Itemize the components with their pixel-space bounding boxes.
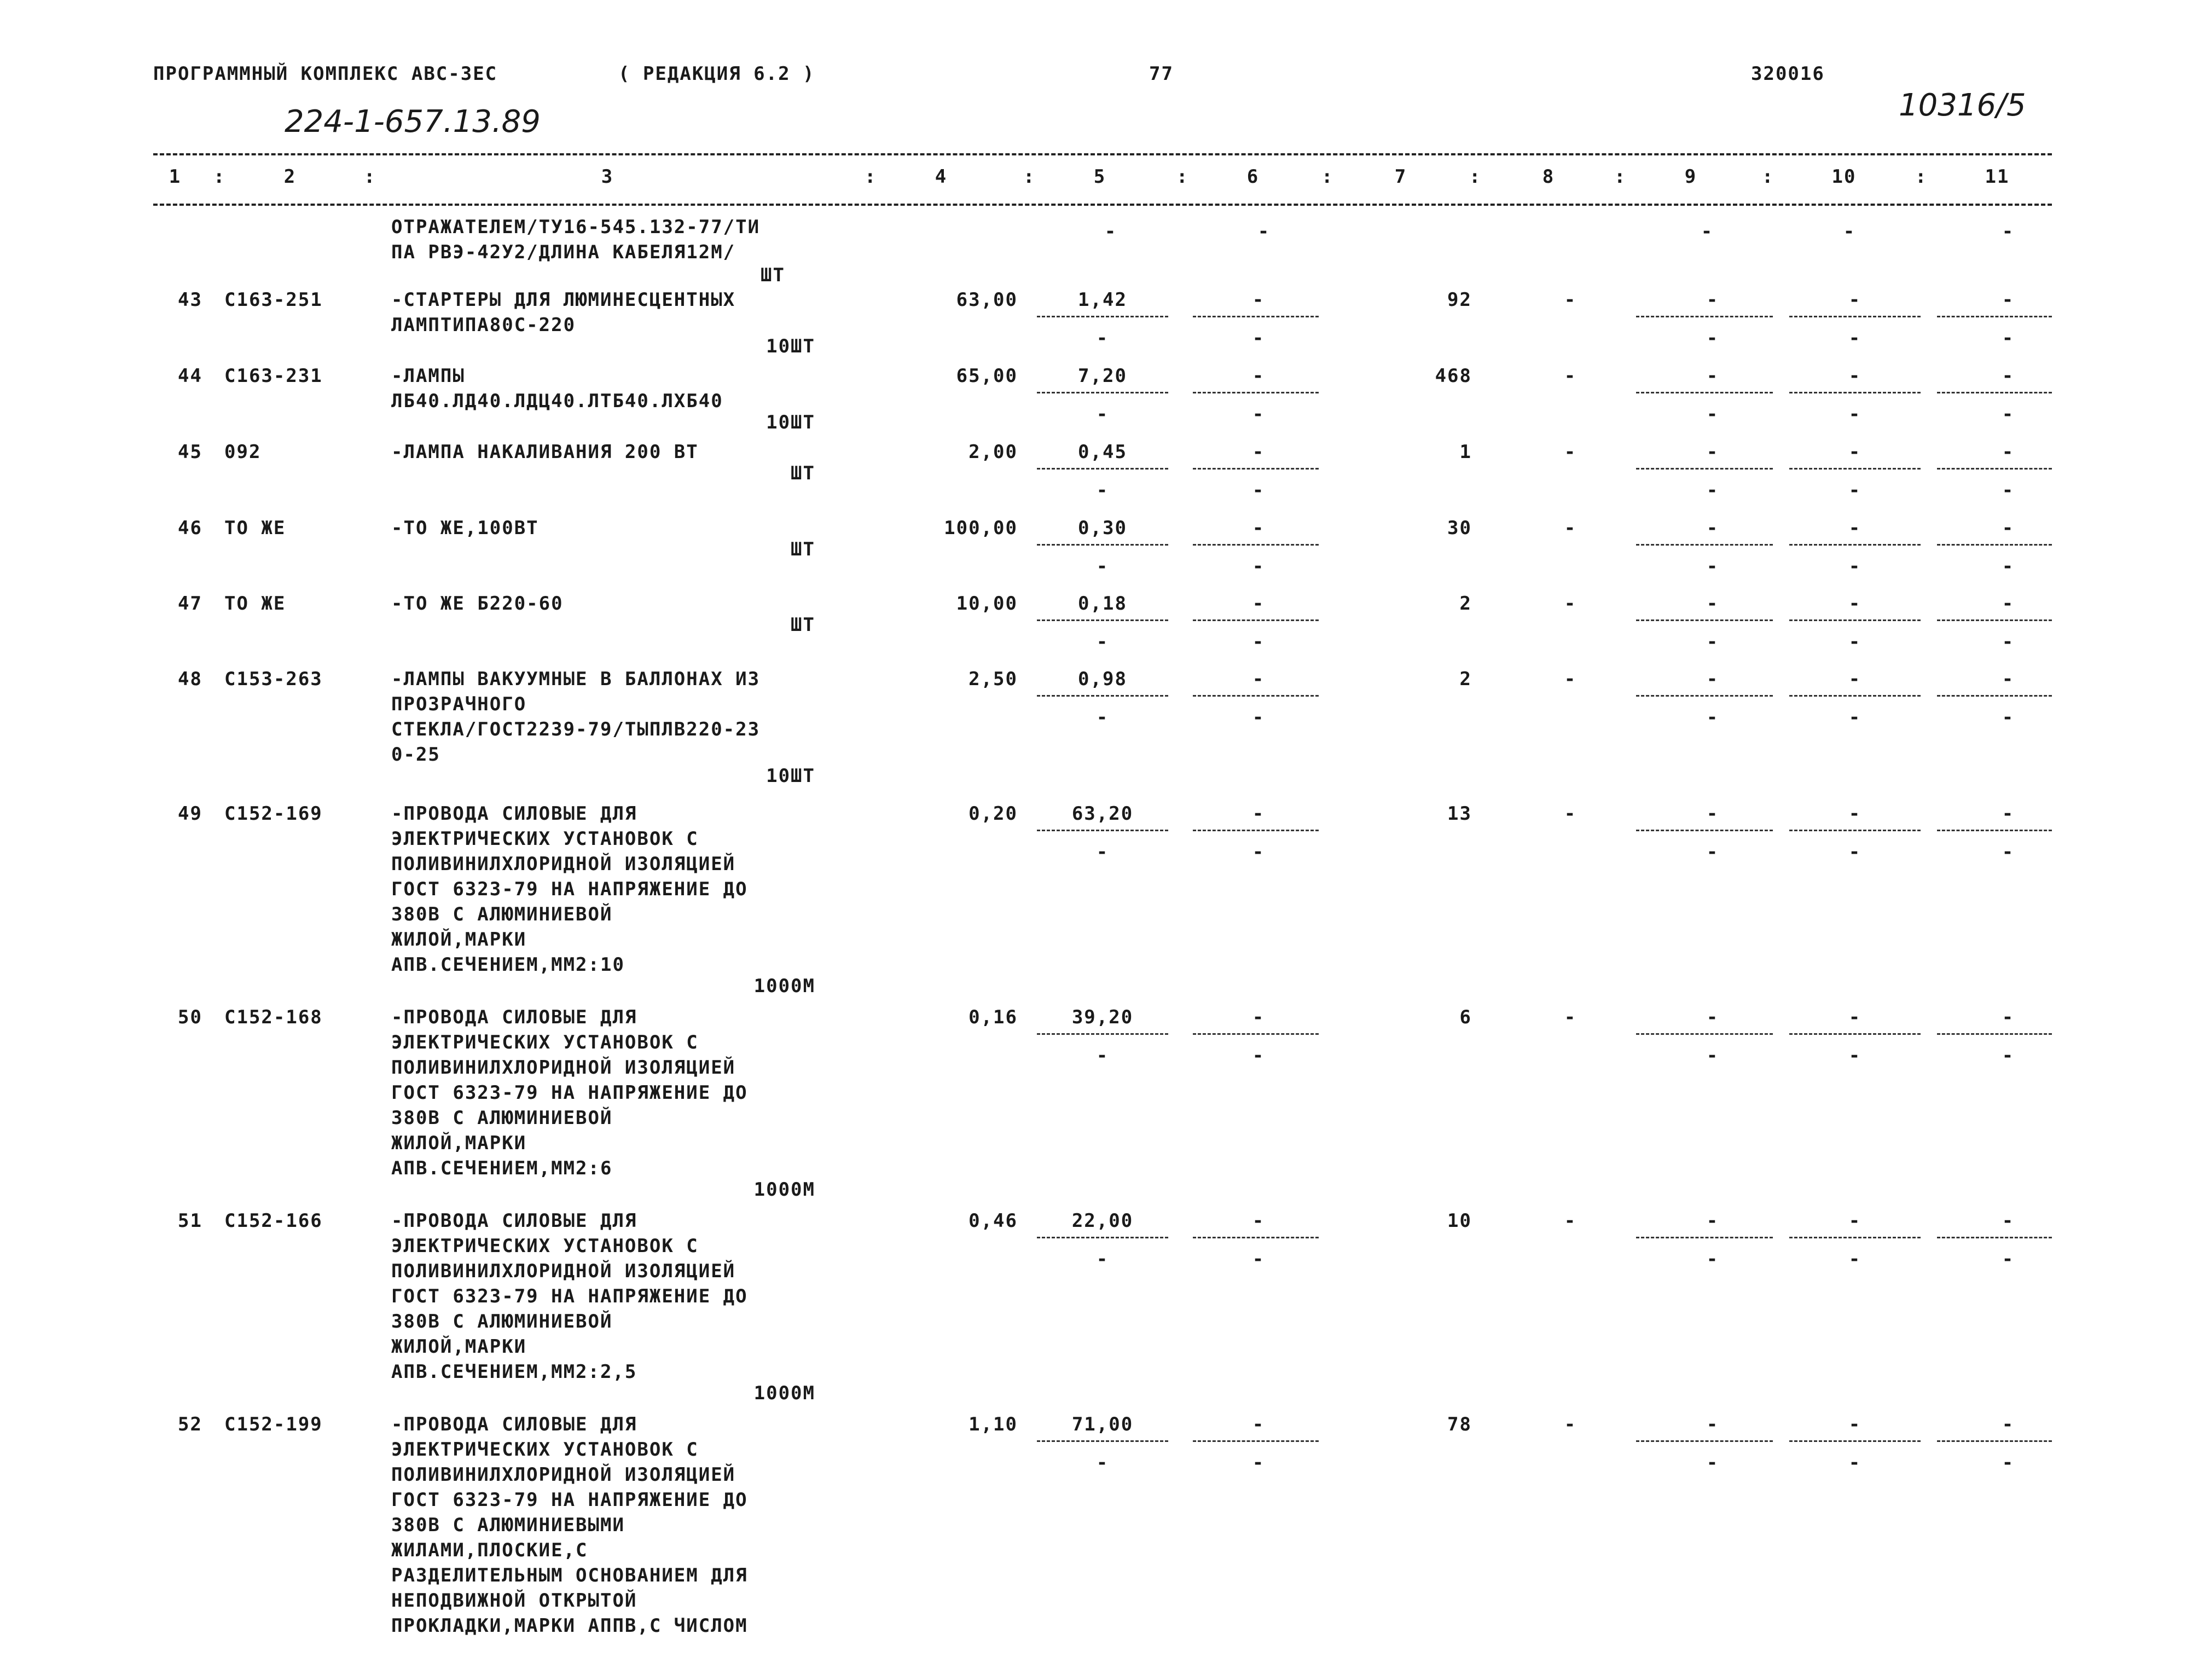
row-number: 47 (178, 593, 202, 615)
page-number: 77 (1149, 63, 1174, 85)
cell-col6: - (1252, 1413, 1265, 1435)
cell-col6: - (1252, 289, 1265, 311)
unit-of-measure: 10ШТ (766, 335, 815, 358)
cell-col5: 7,20 (1078, 365, 1127, 387)
cell-col11-lower: - (2002, 1452, 2015, 1474)
item-description: -ПРОВОДА СИЛОВЫЕ ДЛЯ ЭЛЕКТРИЧЕСКИХ УСТАНОВОК С ПОЛИВИНИЛХЛОРИДНОЙ ИЗОЛЯЦИЕЙ ГОСТ 6323-79 НА НАПРЯЖЕНИЕ ДО 380В С АЛЮМИНИЕВОЙ ЖИЛОЙ,МАРКИ АПВ.СЕЧЕНИЕМ,ММ2:10 (391, 803, 748, 976)
col-separator: : (1023, 166, 1036, 188)
row-number: 49 (178, 803, 202, 825)
item-description: -ПРОВОДА СИЛОВЫЕ ДЛЯ ЭЛЕКТРИЧЕСКИХ УСТАНОВОК С ПОЛИВИНИЛХЛОРИДНОЙ ИЗОЛЯЦИЕЙ ГОСТ 6323-79 НА НАПРЯЖЕНИЕ ДО 380В С АЛЮМИНИЕВОЙ ЖИЛОЙ,МАРКИ АПВ.СЕЧЕНИЕМ,ММ2:6 (391, 1006, 748, 1179)
col-header-8: 8 (1542, 166, 1555, 188)
cell-col5-lower: - (1096, 841, 1109, 863)
cell-col6-lower: - (1252, 706, 1265, 728)
cell-col5: 39,20 (1071, 1006, 1134, 1028)
value-divider (1193, 1237, 1319, 1238)
col-header-9: 9 (1684, 166, 1697, 188)
cell-col7: 78 (1447, 1413, 1472, 1435)
unit-of-measure: 1000М (753, 1179, 815, 1201)
item-description: -ТО ЖЕ Б220-60 (391, 593, 564, 615)
value-divider (1636, 695, 1773, 697)
cell-col6: - (1252, 1006, 1265, 1028)
cell-col6-lower: - (1252, 479, 1265, 501)
row-number: 48 (178, 668, 202, 690)
cell-col8: - (1564, 803, 1577, 825)
cell-col7: 1 (1459, 441, 1472, 463)
cell-col10: - (1848, 593, 1861, 615)
cell-col10: - (1848, 1210, 1861, 1232)
cell-col5-lower: - (1096, 706, 1109, 728)
cell-quantity: 0,20 (968, 803, 1018, 825)
cell-quantity: 63,00 (956, 289, 1018, 311)
cell-col6: - (1257, 221, 1271, 242)
resource-code: ТО ЖЕ (224, 517, 286, 539)
cell-quantity: 100,00 (944, 517, 1018, 539)
value-divider (1789, 1440, 1921, 1442)
cell-col10: - (1848, 803, 1861, 825)
cell-col6: - (1252, 803, 1265, 825)
cell-col8: - (1564, 289, 1577, 311)
handwritten-note-left: 224-1-657.13.89 (285, 104, 541, 140)
cell-col10: - (1848, 517, 1861, 539)
cell-col10: - (1843, 221, 1856, 242)
col-header-10: 10 (1831, 166, 1857, 188)
cell-col5-lower: - (1096, 403, 1109, 425)
cell-col5: 0,18 (1078, 593, 1127, 615)
cell-col6-lower: - (1252, 555, 1265, 577)
cell-col7: 10 (1447, 1210, 1472, 1232)
unit-of-measure: 1000М (753, 1382, 815, 1405)
col-header-4: 4 (935, 166, 948, 188)
col-header-7: 7 (1394, 166, 1407, 188)
cell-col11: - (2002, 1210, 2015, 1232)
value-divider (1937, 316, 2052, 317)
cell-col8: - (1564, 441, 1577, 463)
value-divider (1789, 544, 1921, 546)
value-divider (1937, 468, 2052, 470)
header-top-rule (153, 153, 2052, 155)
item-description: -ПРОВОДА СИЛОВЫЕ ДЛЯ ЭЛЕКТРИЧЕСКИХ УСТАНОВОК С ПОЛИВИНИЛХЛОРИДНОЙ ИЗОЛЯЦИЕЙ ГОСТ 6323-79 НА НАПРЯЖЕНИЕ ДО 380В С АЛЮМИНИЕВЫМИ ЖИЛАМИ,ПЛОСКИЕ,С РАЗДЕЛИТЕЛЬНЫМ ОСНОВАНИЕМ ДЛЯ НЕПОДВИЖНОЙ ОТКРЫТОЙ ПРОКЛАДКИ,МАРКИ АППВ,С ЧИСЛОМ (391, 1413, 748, 1637)
col-separator: : (1176, 166, 1189, 188)
value-divider (1037, 830, 1168, 831)
value-divider (1193, 1440, 1319, 1442)
cell-col8: - (1564, 668, 1577, 690)
value-divider (1789, 830, 1921, 831)
col-header-11: 11 (1985, 166, 2010, 188)
cell-col11: - (2002, 1413, 2015, 1435)
cell-col11-lower: - (2002, 841, 2015, 863)
cell-col11-lower: - (2002, 555, 2015, 577)
col-separator: : (865, 166, 877, 188)
cell-col7: 30 (1447, 517, 1472, 539)
item-description: -ЛАМПА НАКАЛИВАНИЯ 200 ВТ (391, 441, 699, 463)
cell-col11: - (2002, 365, 2015, 387)
cell-col8: - (1564, 593, 1577, 615)
cell-col9: - (1706, 1210, 1719, 1232)
cell-col10-lower: - (1848, 1045, 1861, 1067)
col-separator: : (364, 166, 376, 188)
resource-code: ТО ЖЕ (224, 593, 286, 615)
cell-col5: 0,30 (1078, 517, 1127, 539)
cell-col10-lower: - (1848, 1452, 1861, 1474)
value-divider (1937, 392, 2052, 393)
col-separator: : (1762, 166, 1774, 188)
cell-col10-lower: - (1848, 327, 1861, 349)
cell-col11: - (2002, 289, 2015, 311)
cell-col9-lower: - (1706, 1248, 1719, 1270)
cell-col9: - (1706, 803, 1719, 825)
cell-quantity: 2,50 (968, 668, 1018, 690)
item-description: -ЛАМПЫ ВАКУУМНЫЕ В БАЛЛОНАХ ИЗ ПРОЗРАЧНОГО СТЕКЛА/ГОСТ2239-79/ТЫПЛВ220-23 0-25 (391, 668, 761, 766)
cell-col9-lower: - (1706, 1452, 1719, 1474)
value-divider (1636, 1237, 1773, 1238)
header-bottom-rule (153, 204, 2052, 206)
value-divider (1937, 1440, 2052, 1442)
cell-col9-lower: - (1706, 403, 1719, 425)
cell-col5: 63,20 (1071, 803, 1134, 825)
col-header-5: 5 (1093, 166, 1106, 188)
cell-col6: - (1252, 668, 1265, 690)
value-divider (1193, 544, 1319, 546)
value-divider (1636, 468, 1773, 470)
cell-col10: - (1848, 668, 1861, 690)
value-divider (1789, 1237, 1921, 1238)
col-separator: : (1915, 166, 1928, 188)
handwritten-note-right: 10316/5 (1899, 88, 2026, 123)
row-number: 52 (178, 1413, 202, 1435)
cell-col10: - (1848, 441, 1861, 463)
value-divider (1937, 1237, 2052, 1238)
cell-col6: - (1252, 593, 1265, 615)
cell-col7: 13 (1447, 803, 1472, 825)
resource-code: С163-251 (224, 289, 323, 311)
value-divider (1193, 392, 1319, 393)
continuation-unit: ШТ (761, 264, 785, 286)
value-divider (1937, 830, 2052, 831)
cell-col5-lower: - (1096, 1248, 1109, 1270)
cell-col11: - (2002, 593, 2015, 615)
cell-col10-lower: - (1848, 631, 1861, 653)
cell-col11: - (2002, 668, 2015, 690)
cell-col10: - (1848, 365, 1861, 387)
cell-col9: - (1706, 289, 1719, 311)
cell-col9-lower: - (1706, 327, 1719, 349)
col-separator: : (1321, 166, 1334, 188)
cell-col11: - (2002, 517, 2015, 539)
value-divider (1789, 619, 1921, 621)
cell-col10: - (1848, 289, 1861, 311)
cell-col11: - (2002, 441, 2015, 463)
cell-col9: - (1706, 593, 1719, 615)
cell-col6: - (1252, 365, 1265, 387)
cell-col9: - (1706, 668, 1719, 690)
cell-col10: - (1848, 1413, 1861, 1435)
row-number: 46 (178, 517, 202, 539)
cell-col10-lower: - (1848, 403, 1861, 425)
cell-col8: - (1564, 1006, 1577, 1028)
cell-col7: 92 (1447, 289, 1472, 311)
col-header-3: 3 (601, 166, 614, 188)
col-separator: : (1614, 166, 1627, 188)
item-description: -СТАРТЕРЫ ДЛЯ ЛЮМИНЕСЦЕНТНЫХ ЛАМПТИПА80С-220 (391, 289, 736, 336)
cell-col5-lower: - (1096, 327, 1109, 349)
cell-quantity: 1,10 (968, 1413, 1018, 1435)
value-divider (1636, 392, 1773, 393)
value-divider (1037, 544, 1168, 546)
cell-col6-lower: - (1252, 841, 1265, 863)
value-divider (1193, 316, 1319, 317)
cell-col9-lower: - (1706, 706, 1719, 728)
cell-col5-lower: - (1096, 479, 1109, 501)
col-separator: : (1469, 166, 1482, 188)
cell-col9-lower: - (1706, 841, 1719, 863)
cell-quantity: 10,00 (956, 593, 1018, 615)
value-divider (1789, 1033, 1921, 1035)
cell-col5: 71,00 (1071, 1413, 1134, 1435)
col-header-6: 6 (1246, 166, 1260, 188)
value-divider (1636, 1033, 1773, 1035)
row-number: 44 (178, 365, 202, 387)
cell-col8: - (1564, 365, 1577, 387)
value-divider (1193, 1033, 1319, 1035)
cell-col11-lower: - (2002, 1045, 2015, 1067)
col-header-2: 2 (283, 166, 297, 188)
row-number: 50 (178, 1006, 202, 1028)
cell-col8: - (1564, 1413, 1577, 1435)
cell-col5: 0,45 (1078, 441, 1127, 463)
continuation-description: ОТРАЖАТЕЛЕМ/ТУ16-545.132-77/ТИ ПА РВЭ-42У2/ДЛИНА КАБЕЛЯ12М/ (391, 216, 761, 263)
cell-col8: - (1564, 1210, 1577, 1232)
col-separator: : (213, 166, 226, 188)
cell-col11-lower: - (2002, 706, 2015, 728)
value-divider (1937, 1033, 2052, 1035)
cell-col5: - (1104, 221, 1117, 242)
cell-col8: - (1564, 517, 1577, 539)
cell-col6-lower: - (1252, 1248, 1265, 1270)
cell-col6: - (1252, 1210, 1265, 1232)
value-divider (1193, 695, 1319, 697)
value-divider (1037, 316, 1168, 317)
cell-col9-lower: - (1706, 631, 1719, 653)
cell-col11-lower: - (2002, 631, 2015, 653)
cell-col9-lower: - (1706, 1045, 1719, 1067)
unit-of-measure: 1000М (753, 975, 815, 998)
cell-col11: - (2002, 803, 2015, 825)
cell-col10-lower: - (1848, 706, 1861, 728)
row-number: 43 (178, 289, 202, 311)
value-divider (1037, 468, 1168, 470)
program-title: ПРОГРАММНЫЙ КОМПЛЕКС АВС-3ЕС (153, 63, 498, 85)
cell-col9: - (1706, 1006, 1719, 1028)
value-divider (1789, 468, 1921, 470)
unit-of-measure: ШТ (791, 462, 815, 485)
cell-col5: 1,42 (1078, 289, 1127, 311)
resource-code: С152-169 (224, 803, 323, 825)
value-divider (1636, 544, 1773, 546)
cell-col9-lower: - (1706, 555, 1719, 577)
value-divider (1636, 619, 1773, 621)
value-divider (1636, 830, 1773, 831)
unit-of-measure: 10ШТ (766, 412, 815, 434)
cell-col10-lower: - (1848, 479, 1861, 501)
value-divider (1037, 619, 1168, 621)
resource-code: С152-166 (224, 1210, 323, 1232)
value-divider (1937, 544, 2052, 546)
cell-col7: 2 (1459, 593, 1472, 615)
cell-col11-lower: - (2002, 403, 2015, 425)
value-divider (1037, 392, 1168, 393)
unit-of-measure: ШТ (791, 614, 815, 636)
cell-quantity: 2,00 (968, 441, 1018, 463)
cell-col11: - (2002, 221, 2015, 242)
cell-col9: - (1706, 365, 1719, 387)
cell-col7: 6 (1459, 1006, 1472, 1028)
resource-code: С163-231 (224, 365, 323, 387)
cell-quantity: 65,00 (956, 365, 1018, 387)
cell-col10-lower: - (1848, 555, 1861, 577)
cell-col10-lower: - (1848, 1248, 1861, 1270)
cell-quantity: 0,46 (968, 1210, 1018, 1232)
cell-col5-lower: - (1096, 631, 1109, 653)
cell-col6-lower: - (1252, 403, 1265, 425)
cell-col9: - (1706, 517, 1719, 539)
value-divider (1789, 695, 1921, 697)
col-header-1: 1 (169, 166, 182, 188)
cell-col6-lower: - (1252, 1045, 1265, 1067)
resource-code: 092 (224, 441, 262, 463)
value-divider (1193, 619, 1319, 621)
cell-col9: - (1701, 221, 1714, 242)
cell-col9: - (1706, 441, 1719, 463)
cell-col6-lower: - (1252, 631, 1265, 653)
value-divider (1789, 392, 1921, 393)
cell-col10: - (1848, 1006, 1861, 1028)
value-divider (1037, 695, 1168, 697)
cell-col6-lower: - (1252, 1452, 1265, 1474)
cell-col6: - (1252, 517, 1265, 539)
cell-col6: - (1252, 441, 1265, 463)
cell-col11-lower: - (2002, 479, 2015, 501)
cell-col9: - (1706, 1413, 1719, 1435)
item-description: -ЛАМПЫ ЛБ40.ЛД40.ЛДЦ40.ЛТБ40.ЛХБ40 (391, 365, 723, 412)
resource-code: С153-263 (224, 668, 323, 690)
value-divider (1937, 619, 2052, 621)
cell-col7: 468 (1435, 365, 1472, 387)
document-code: 320016 (1751, 63, 1825, 85)
value-divider (1193, 830, 1319, 831)
cell-col7: 2 (1459, 668, 1472, 690)
item-description: -ПРОВОДА СИЛОВЫЕ ДЛЯ ЭЛЕКТРИЧЕСКИХ УСТАНОВОК С ПОЛИВИНИЛХЛОРИДНОЙ ИЗОЛЯЦИЕЙ ГОСТ 6323-79 НА НАПРЯЖЕНИЕ ДО 380В С АЛЮМИНИЕВОЙ ЖИЛОЙ,МАРКИ АПВ.СЕЧЕНИЕМ,ММ2:2,5 (391, 1210, 748, 1383)
cell-col5: 0,98 (1078, 668, 1127, 690)
value-divider (1636, 316, 1773, 317)
unit-of-measure: 10ШТ (766, 765, 815, 787)
item-description: -ТО ЖЕ,100ВТ (391, 517, 539, 539)
cell-col6-lower: - (1252, 327, 1265, 349)
cell-col5-lower: - (1096, 555, 1109, 577)
cell-col10-lower: - (1848, 841, 1861, 863)
cell-col5-lower: - (1096, 1452, 1109, 1474)
unit-of-measure: ШТ (791, 538, 815, 561)
value-divider (1636, 1440, 1773, 1442)
value-divider (1937, 695, 2052, 697)
row-number: 51 (178, 1210, 202, 1232)
resource-code: С152-199 (224, 1413, 323, 1435)
resource-code: С152-168 (224, 1006, 323, 1028)
value-divider (1037, 1033, 1168, 1035)
cell-col11-lower: - (2002, 327, 2015, 349)
cell-col11-lower: - (2002, 1248, 2015, 1270)
value-divider (1193, 468, 1319, 470)
cell-quantity: 0,16 (968, 1006, 1018, 1028)
value-divider (1037, 1237, 1168, 1238)
row-number: 45 (178, 441, 202, 463)
cell-col5: 22,00 (1071, 1210, 1134, 1232)
edition-label: ( РЕДАКЦИЯ 6.2 ) (618, 63, 815, 85)
cell-col9-lower: - (1706, 479, 1719, 501)
cell-col5-lower: - (1096, 1045, 1109, 1067)
value-divider (1037, 1440, 1168, 1442)
cell-col11: - (2002, 1006, 2015, 1028)
value-divider (1789, 316, 1921, 317)
